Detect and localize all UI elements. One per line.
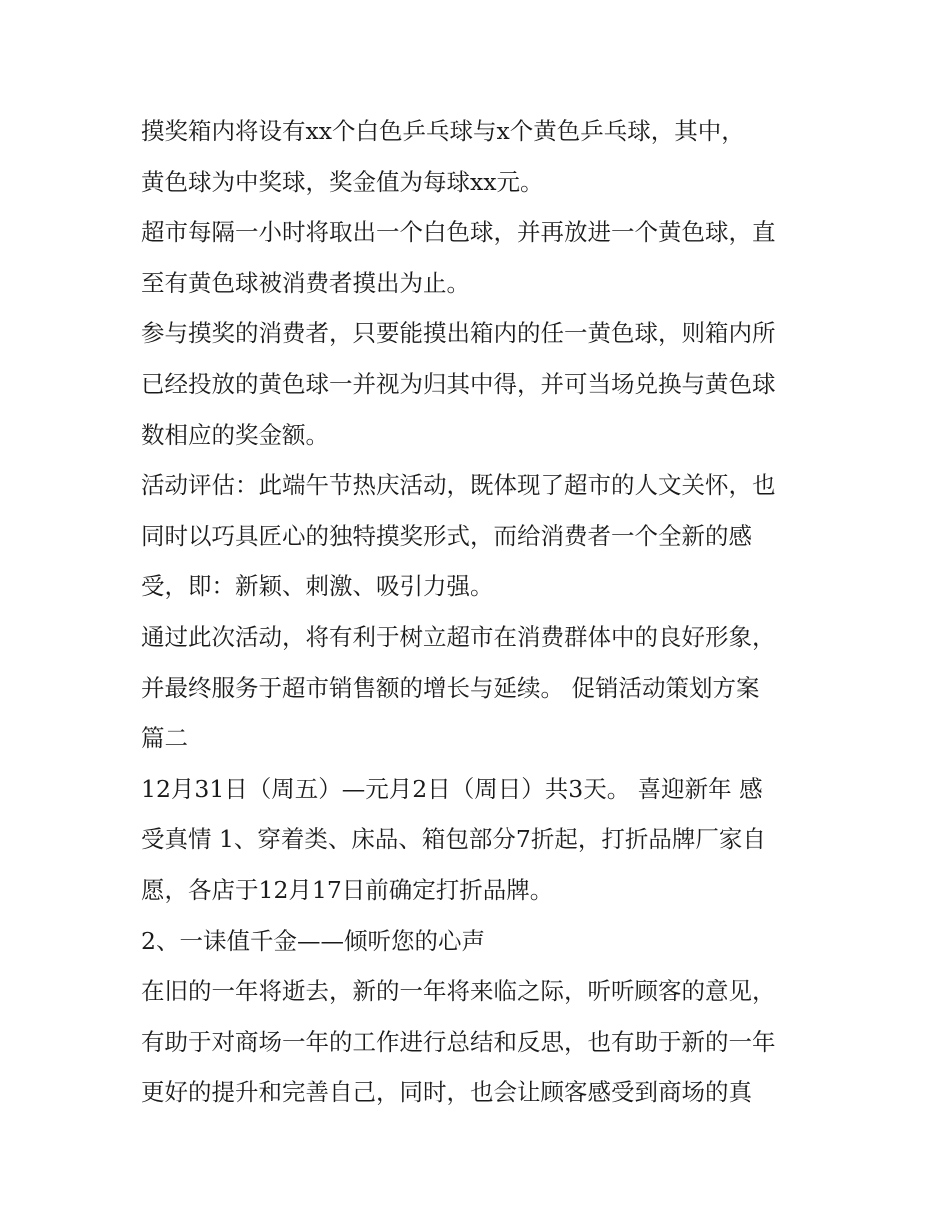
text-line-10: 受，即：新颖、刺激、吸引力强。	[141, 572, 494, 601]
text-line-11: 通过此次活动，将有利于树立超市在消费群体中的良好形象，	[141, 622, 776, 651]
text-line-7: 数相应的奖金额。	[141, 420, 329, 449]
text-line-3: 超市每隔一小时将取出一个白色球，并再放进一个黄色球，直	[141, 218, 776, 247]
text-line-9: 同时以巧具匠心的独特摸奖形式，而给消费者一个全新的感	[141, 521, 752, 550]
text-line-15: 受真情 1、穿着类、床品、箱包部分7折起，打折品牌厂家自	[141, 825, 766, 854]
text-line-13: 篇二	[141, 724, 188, 753]
text-line-14: 12月31日（周五）—元月2日（周日）共3天。 喜迎新年 感	[141, 774, 763, 803]
text-line-12: 并最终服务于超市销售额的增长与延续。 促销活动策划方案	[141, 673, 760, 702]
text-line-8: 活动评估：此端午节热庆活动，既体现了超市的人文关怀，也	[141, 471, 776, 500]
document-body	[141, 106, 831, 1118]
text-line-20: 更好的提升和完善自己，同时，也会让顾客感受到商场的真	[141, 1078, 752, 1107]
text-line-16: 愿，各店于12月17日前确定打折品牌。	[141, 875, 554, 904]
text-line-17: 2、一诔值千金——倾听您的心声	[141, 926, 485, 955]
text-line-18: 在旧的一年将逝去，新的一年将来临之际，听听顾客的意见，	[141, 977, 776, 1006]
text-line-4: 至有黄色球被消费者摸出为止。	[141, 268, 470, 297]
text-line-1: 摸奖箱内将设有xx个白色乒乓球与x个黄色乒乓球，其中，	[141, 117, 745, 145]
text-line-19: 有助于对商场一年的工作进行总结和反思，也有助于新的一年	[141, 1027, 776, 1056]
text-line-2: 黄色球为中奖球，奖金值为每球xx元。	[141, 167, 544, 196]
text-line-6: 已经投放的黄色球一并视为归其中得，并可当场兑换与黄色球	[141, 369, 776, 398]
text-line-5: 参与摸奖的消费者，只要能摸出箱内的任一黄色球，则箱内所	[141, 319, 776, 348]
